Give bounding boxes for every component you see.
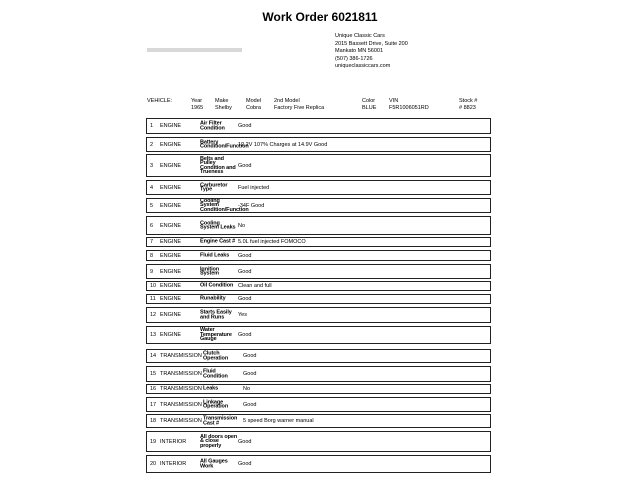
- inspection-row: [146, 307, 491, 323]
- inspection-row: [146, 154, 491, 177]
- vehicle-vin: [389, 98, 429, 111]
- inspection-row-value: No: [238, 222, 246, 229]
- inspection-row-item: Oil Condition: [200, 282, 234, 289]
- inspection-row-value: Fuel injected: [238, 184, 270, 191]
- inspection-row-number: 3: [150, 162, 154, 169]
- vehicle-stock-value: # 8823: [459, 104, 476, 111]
- inspection-row-item: Ignition System: [200, 265, 220, 277]
- inspection-row-item: Fluid Leaks: [200, 252, 230, 259]
- vehicle-make: [215, 98, 232, 111]
- inspection-row: [146, 281, 491, 291]
- inspection-row-category: ENGINE: [160, 252, 182, 259]
- inspection-row-value: No: [243, 386, 251, 392]
- inspection-row-number: 6: [150, 222, 154, 229]
- inspection-row-category: TRANSMISSION: [160, 353, 202, 359]
- inspection-row: [146, 180, 491, 195]
- inspection-row-category: ENGINE: [160, 222, 182, 229]
- company-phone: (507) 386-1726: [335, 55, 373, 62]
- vehicle-model-label: Model: [246, 98, 261, 104]
- vehicle-color: [362, 98, 376, 111]
- inspection-row-category: ENGINE: [160, 268, 182, 275]
- inspection-row-item: Transmission Cast #: [203, 415, 238, 426]
- inspection-row-value: Yes: [238, 312, 247, 318]
- inspection-row-number: 8: [150, 252, 154, 259]
- vehicle-stock: [459, 98, 477, 111]
- inspection-row-value: -34F Good: [238, 202, 265, 209]
- inspection-row-category: ENGINE: [160, 312, 182, 318]
- page-title: Work Order 6021811: [262, 10, 378, 24]
- vehicle-vin-value: F5R1006051RD: [389, 104, 429, 111]
- vehicle-year-label: Year: [191, 98, 203, 104]
- inspection-row-category: ENGINE: [160, 123, 182, 129]
- inspection-row: [146, 431, 491, 452]
- vehicle-info: [0, 98, 640, 116]
- inspection-row-value: Good: [238, 438, 252, 445]
- inspection-row-item: Battery Condition/Function: [200, 138, 249, 150]
- inspection-row-category: TRANSMISSION: [160, 371, 202, 377]
- inspection-row-category: ENGINE: [160, 141, 182, 148]
- inspection-row: [146, 237, 491, 247]
- inspection-row-number: 2: [150, 141, 154, 148]
- vehicle-model: [246, 98, 261, 111]
- inspection-row: [146, 384, 491, 394]
- inspection-row-value: Good: [243, 401, 257, 408]
- inspection-row-value: Good: [238, 162, 252, 169]
- inspection-row-item: Clutch Operation: [203, 350, 229, 361]
- inspection-row: [146, 118, 491, 134]
- inspection-row-category: ENGINE: [160, 332, 182, 338]
- inspection-row-category: INTERIOR: [160, 461, 187, 467]
- inspection-row-number: 10: [150, 283, 157, 289]
- inspection-row-number: 14: [150, 353, 157, 359]
- inspection-row-number: 12: [150, 312, 157, 318]
- inspection-row-number: 19: [150, 438, 157, 445]
- inspection-row-value: Good: [238, 252, 252, 259]
- inspection-row-category: ENGINE: [160, 162, 182, 169]
- inspection-row-category: ENGINE: [160, 296, 182, 302]
- inspection-row-category: ENGINE: [160, 184, 182, 191]
- logo-placeholder: [147, 48, 242, 52]
- vehicle-label: VEHICLE:: [147, 98, 173, 104]
- vehicle-make-value: Shelby: [215, 104, 232, 111]
- vehicle-year: [191, 98, 203, 111]
- inspection-row-value: 5 speed Borg warner manual: [243, 418, 314, 424]
- inspection-row: [146, 198, 491, 213]
- inspection-row-category: INTERIOR: [160, 438, 187, 445]
- inspection-row-item: Belts and Pulley Condition and Trueness: [200, 155, 236, 176]
- company-info: [335, 33, 408, 71]
- vehicle-stock-label: Stock #: [459, 98, 478, 104]
- inspection-row-value: Clean and full: [238, 283, 272, 289]
- inspection-row-category: TRANSMISSION: [160, 386, 202, 392]
- inspection-row: [146, 250, 491, 261]
- inspection-row-value: 12.2V 107% Charges at 14.9V Good: [238, 141, 328, 148]
- vehicle-vin-label: VIN: [389, 98, 399, 104]
- inspection-row-number: 20: [150, 461, 157, 467]
- inspection-row-item: All doors open & close properly: [200, 433, 238, 449]
- inspection-row-item: Starts Easily and Runs: [200, 309, 232, 320]
- inspection-row-item: Runability: [200, 295, 226, 302]
- inspection-row-category: ENGINE: [160, 283, 182, 289]
- inspection-row-item: Fluid Condition: [203, 368, 228, 379]
- inspection-row: [146, 264, 491, 279]
- inspection-row-item: Air Filter Condition: [200, 120, 225, 131]
- inspection-row-number: 15: [150, 371, 157, 377]
- vehicle-make-label: Make: [215, 98, 229, 104]
- inspection-row-value: Good: [238, 268, 252, 275]
- inspection-row-item: Cooling System Condition/Function: [200, 197, 249, 213]
- vehicle-model2: [274, 98, 324, 111]
- inspection-row-number: 4: [150, 184, 154, 191]
- inspection-row-number: 11: [150, 296, 156, 302]
- inspection-row-item: Cooling System Leaks: [200, 219, 236, 231]
- inspection-row: [146, 455, 491, 473]
- inspection-row-item: All Gauges Work: [200, 458, 228, 469]
- company-address-line1: 2015 Bassett Drive, Suite 200: [335, 40, 408, 47]
- inspection-row-number: 13: [150, 332, 157, 338]
- inspection-row: [146, 294, 491, 304]
- inspection-row-item: Engine Cast #: [200, 238, 236, 245]
- inspection-row-item: Carburetor Type: [200, 181, 228, 193]
- inspection-row-value: Good: [243, 371, 257, 377]
- inspection-row: [146, 349, 491, 363]
- inspection-row-number: 9: [150, 268, 154, 275]
- inspection-row-value: 5.0L fuel injected FOMOCO: [238, 239, 306, 245]
- inspection-row-number: 5: [150, 202, 154, 209]
- inspection-row-number: 7: [150, 239, 154, 245]
- inspection-row-number: 18: [150, 418, 157, 424]
- inspection-row: [146, 216, 491, 235]
- vehicle-model2-label: 2nd Model: [274, 98, 300, 104]
- inspection-row: [146, 397, 491, 412]
- inspection-row-category: TRANSMISSION: [160, 401, 202, 408]
- inspection-row-number: 17: [150, 401, 157, 408]
- inspection-row-value: Good: [238, 123, 252, 129]
- company-name: Unique Classic Cars: [335, 33, 385, 39]
- inspection-row-item: Linkage Operation: [203, 398, 229, 410]
- company-website[interactable]: uniqueclassiccars.com: [335, 63, 391, 70]
- vehicle-year-value: 1965: [191, 104, 204, 111]
- inspection-row-category: ENGINE: [160, 239, 182, 245]
- inspection-row-value: Good: [238, 332, 252, 338]
- inspection-row-number: 16: [150, 386, 157, 392]
- inspection-row: [146, 366, 491, 382]
- inspection-row-value: Good: [243, 353, 257, 359]
- inspection-row-category: TRANSMISSION: [160, 418, 202, 424]
- inspection-row-number: 1: [150, 123, 154, 129]
- inspection-row: [146, 326, 491, 344]
- inspection-row-value: Good: [238, 296, 252, 302]
- vehicle-model2-value: Factory Five Replica: [274, 104, 325, 111]
- inspection-row-item: Leaks: [203, 385, 219, 392]
- inspection-row: [146, 414, 491, 428]
- inspection-row-category: ENGINE: [160, 202, 182, 209]
- company-address-line2: Mankato MN 56001: [335, 48, 383, 55]
- vehicle-model-value: Cobra: [246, 104, 261, 111]
- vehicle-color-value: BLUE: [362, 104, 377, 111]
- inspection-row-value: Good: [238, 461, 252, 467]
- inspection-row: [146, 137, 491, 152]
- inspection-row-item: Water Temperature Gauge: [200, 327, 232, 343]
- vehicle-color-label: Color: [362, 98, 376, 104]
